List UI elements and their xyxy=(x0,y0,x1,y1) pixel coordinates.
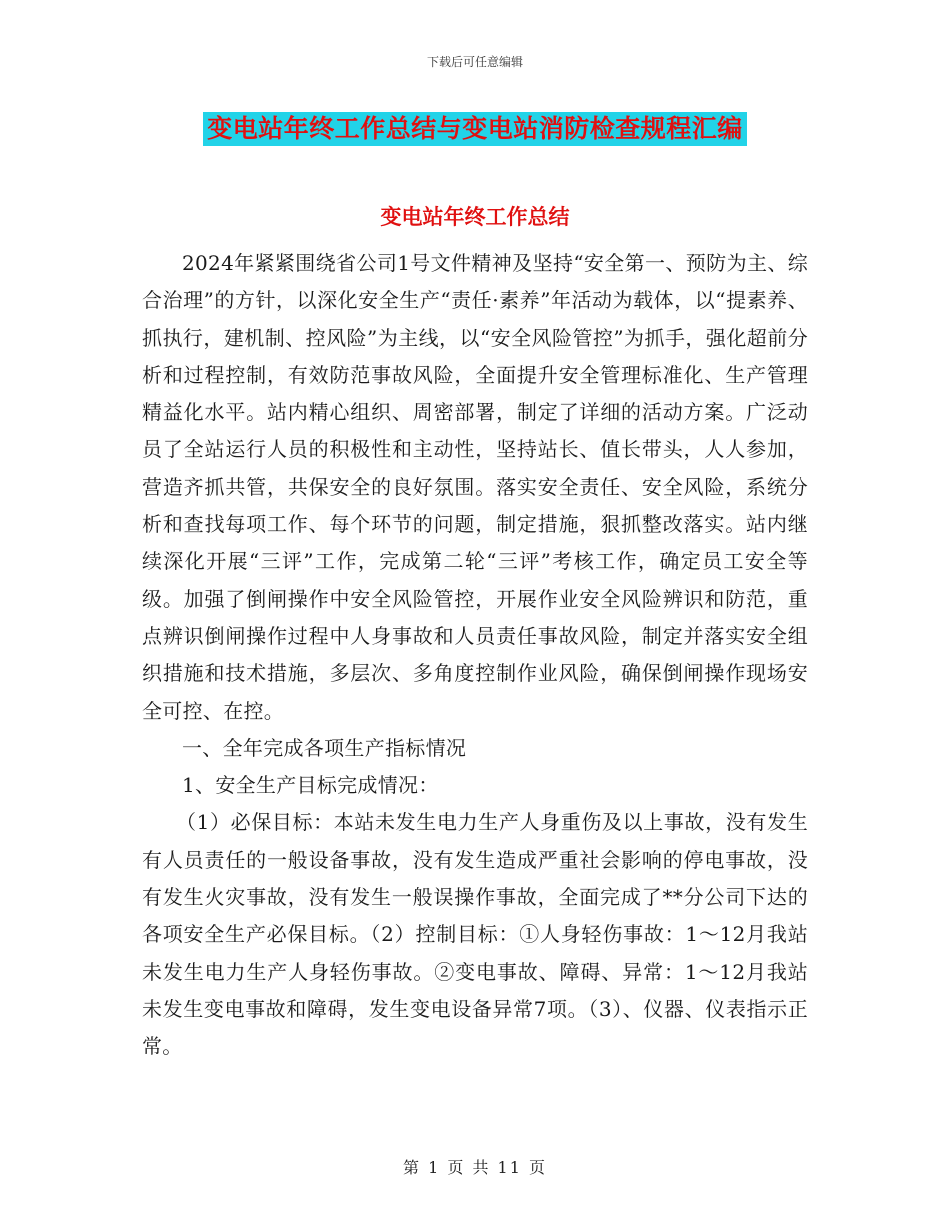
body-paragraph: （1）必保目标：本站未发生电力生产人身重伤及以上事故，没有发生有人员责任的一般设备事故，没有发生造成严重社会影响的停电事故，没有发生火灾事故，没有发生一般误操作事故，全面完成了**分公司下达的各项安全生产必保目标。（2）控制目标：①人身轻伤事故：1～12月我站未发生电力生产人身轻伤事故。②变电事故、障碍、异常：1～12月我站未发生变电事故和障碍，发生变电设备异常7项。（3）、仪器、仪表指示正常。 xyxy=(142,810,808,1059)
document-title: 变电站年终工作总结与变电站消防检查规程汇编 xyxy=(203,112,747,146)
page-footer: 第 1 页 共 11 页 xyxy=(403,1158,547,1177)
body-heading: 一、全年完成各项生产指标情况 xyxy=(182,735,467,760)
document-title-container xyxy=(0,112,950,146)
header-note: 下载后可任意编辑 xyxy=(426,55,523,69)
document-body xyxy=(142,245,808,1066)
body-paragraph: 2024年紧紧围绕省公司1号文件精神及坚持“安全第一、预防为主、综合治理”的方针，以深化安全生产“责任·素养”年活动为载体，以“提素养、抓执行，建机制、控风险”为主线，以“安全风险管控”为抓手，强化超前分析和过程控制，有效防范事故风险，全面提升安全管理标准化、生产管理精益化水平。站内精心组织、周密部署，制定了详细的活动方案。广泛动员了全站运行人员的积极性和主动性，坚持站长、值长带头，人人参加，营造齐抓共管，共保安全的良好氛围。落实安全责任、安全风险，系统分析和查找每项工作、每个环节的问题，制定措施，狠抓整改落实。站内继续深化开展“三评”工作，完成第二轮“三评”考核工作，确定员工安全等级。加强了倒闸操作中安全风险管控，开展作业安全风险辨识和防范，重点辨识倒闸操作过程中人身事故和人员责任事故风险，制定并落实安全组织措施和技术措施，多层次、多角度控制作业风险，确保倒闸操作现场安全可控、在控。 xyxy=(142,251,808,723)
section-title: 变电站年终工作总结 xyxy=(380,205,570,229)
body-subheading: 1、安全生产目标完成情况： xyxy=(182,773,439,798)
